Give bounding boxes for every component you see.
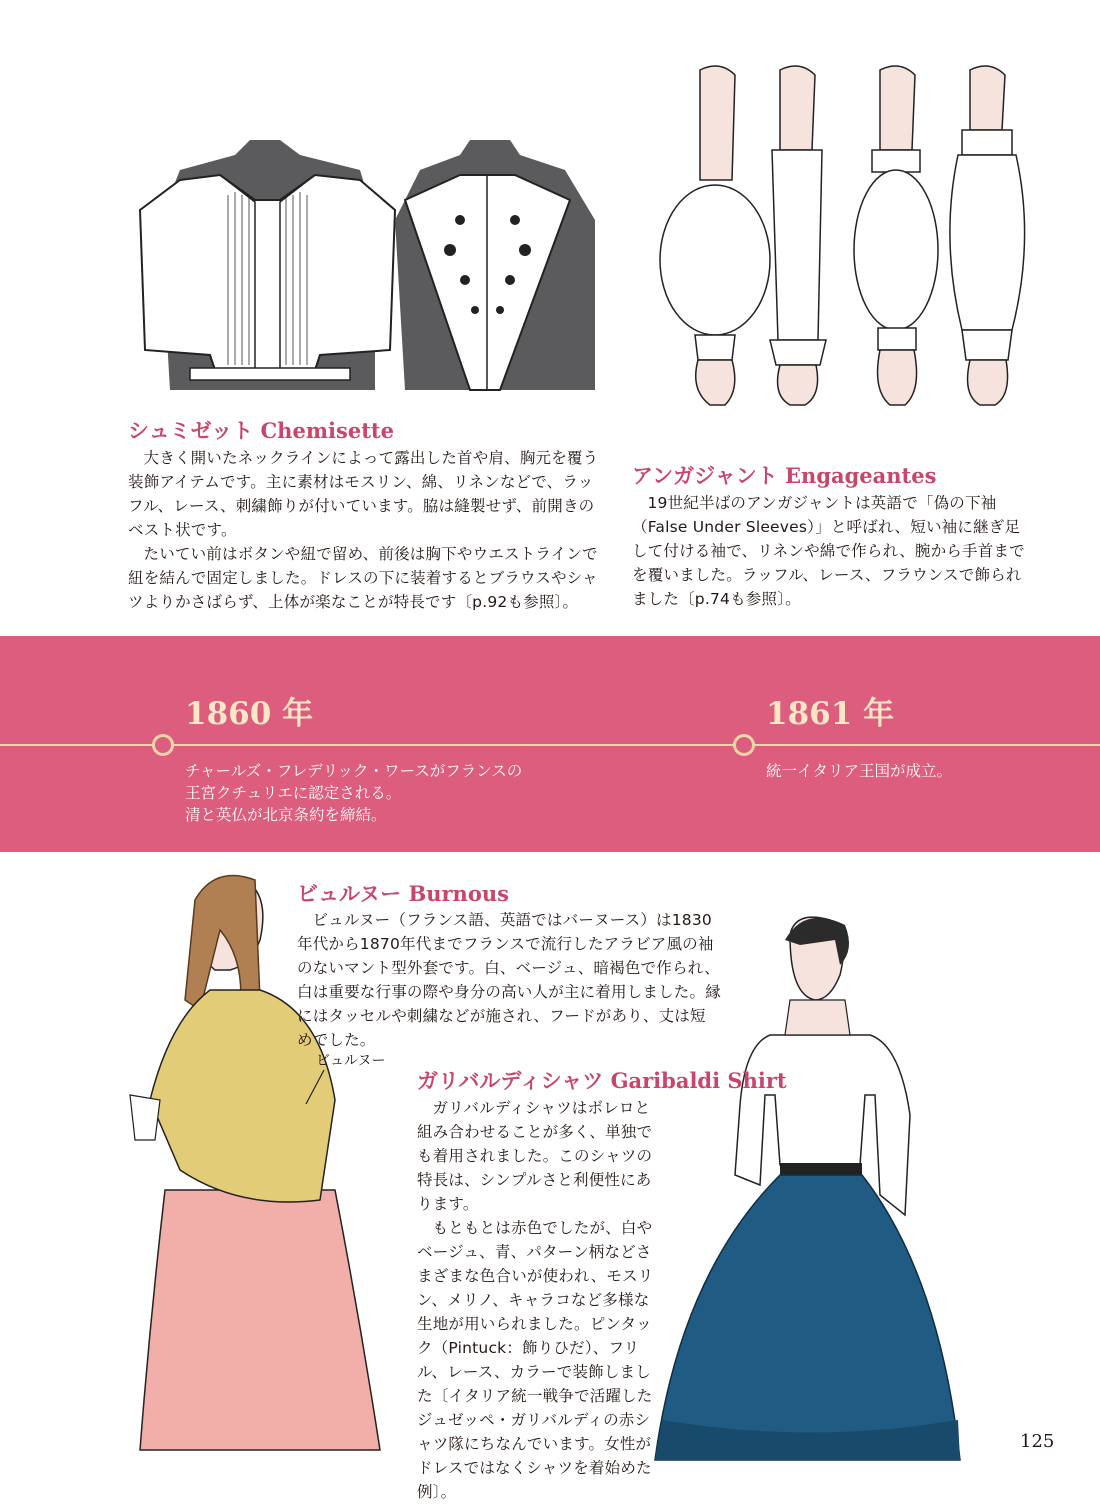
- burnous-paragraph-1: ビュルヌー（フランス語、英語ではバーヌース）は1830年代から1870年代までフランスで流行したアラビア風の袖のないマント型外套です。白、ベージュ、暗褐色で作られ、白は重要な行事の際や身分の高い人が主に着用しました。縁にはタッセルや刺繍などが施され、フードがあり、丈は短めでした。: [297, 911, 721, 1049]
- timeline-event-1861: [766, 760, 952, 782]
- engageantes-description: [632, 491, 1030, 611]
- event-line: 王宮クチュリエに認定される。: [185, 784, 402, 802]
- event-line: チャールズ・フレデリック・ワースがフランスの: [185, 762, 523, 780]
- timeline-year-1860: 1860 年: [185, 696, 314, 732]
- garibaldi-title: ガリバルディシャツ Garibaldi Shirt: [417, 1068, 787, 1093]
- burnous-callout-label: ビュルヌー: [316, 1053, 386, 1069]
- burnous-description: [297, 908, 721, 1052]
- garibaldi-description: [417, 1096, 655, 1504]
- engageantes-title: アンガジャント Engageantes: [632, 463, 937, 488]
- chemisette-description: [128, 446, 604, 614]
- burnous-callout-line: [300, 1068, 330, 1108]
- burnous-title: ビュルヌー Burnous: [297, 881, 509, 906]
- event-line: 統一イタリア王国が成立。: [766, 762, 953, 780]
- timeline-year-1861: 1861 年: [766, 696, 895, 732]
- chemisette-paragraph-1: 大きく開いたネックラインによって露出した首や肩、胸元を覆う装飾アイテムです。主に素材はモスリン、綿、リネンなどで、ラッフル、レース、刺繍飾りが付いています。脇は縫製せず、前開きのベスト状です。: [128, 449, 599, 539]
- chemisette-title: シュミゼット Chemisette: [128, 418, 394, 443]
- timeline-marker-1861: [733, 734, 755, 756]
- engageantes-paragraph-1: 19世紀半ばのアンガジャントは英語で「偽の下袖（False Under Sleeves）」と呼ばれ、短い袖に継ぎ足して付ける袖で、リネンや綿で作られ、腕から手首までを覆いました。ラッフル、レース、フラウンスで飾られました〔p.74も参照〕。: [632, 494, 1025, 608]
- engageantes-illustration: [640, 60, 1080, 420]
- garibaldi-paragraph-1: ガリバルディシャツはボレロと組み合わせることが多く、単独でも着用されました。このシャツの特長は、シンプルさと利便性にあります。: [417, 1099, 653, 1213]
- chemisette-paragraph-2: たいてい前はボタンや紐で留め、前後は胸下やウエストラインで紐を結んで固定しました。ドレスの下に装着するとブラウスやシャツよりかさばらず、上体が楽なことが特長です〔p.92も参照〕。: [128, 545, 598, 611]
- timeline-marker-1860: [152, 734, 174, 756]
- garibaldi-paragraph-2: もともとは赤色でしたが、白やベージュ、青、パターン柄などさまざまな色合いが使われ、モスリン、メリノ、キャラコなど多様な生地が用いられました。ピンタック（Pintuck：飾りひだ）、フリル、レース、カラーで装飾しました〔イタリア統一戦争で活躍したジュゼッペ・ガリバルディの赤シャツ隊にちなんでいます。女性がドレスではなくシャツを着始めた例〕。: [417, 1219, 654, 1501]
- chemisette-illustration: [120, 140, 620, 420]
- timeline-event-1860: [185, 760, 522, 826]
- event-line: 清と英仏が北京条約を締結。: [185, 806, 387, 824]
- page-number: 125: [1020, 1431, 1055, 1452]
